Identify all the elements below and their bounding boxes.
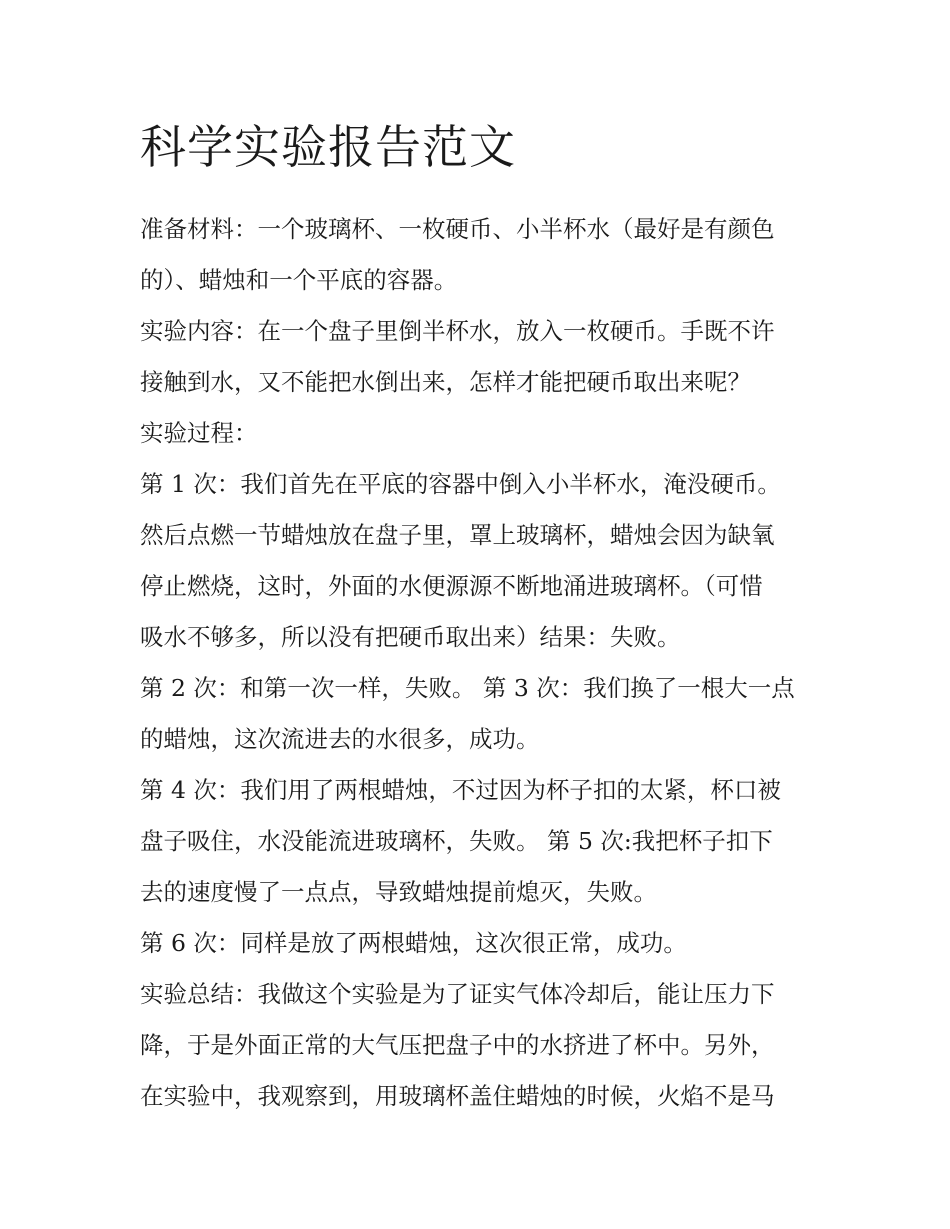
text-line: 实验内容：在一个盘子里倒半杯水，放入一枚硬币。手既不许 bbox=[140, 317, 775, 345]
text-line: 然后点燃一节蜡烛放在盘子里，罩上玻璃杯，蜡烛会因为缺氧 bbox=[140, 521, 775, 549]
text-line: 在实验中，我观察到，用玻璃杯盖住蜡烛的时候，火焰不是马 bbox=[140, 1082, 775, 1110]
text-line: 第 4 次：我们用了两根蜡烛，不过因为杯子扣的太紧，杯口被 bbox=[140, 776, 781, 804]
text-line: 准备材料：一个玻璃杯、一枚硬币、小半杯水（最好是有颜色 bbox=[140, 215, 775, 243]
text-line: 的蜡烛，这次流进去的水很多，成功。 bbox=[140, 725, 540, 753]
text-line: 第 2 次：和第一次一样，失败。 第 3 次：我们换了一根大一点 bbox=[140, 674, 795, 702]
text-line: 盘子吸住，水没能流进玻璃杯，失败。 第 5 次:我把杯子扣下 bbox=[140, 827, 773, 855]
text-line: 停止燃烧，这时，外面的水便源源不断地涌进玻璃杯。（可惜 bbox=[140, 572, 763, 600]
text-line: 第 1 次：我们首先在平底的容器中倒入小半杯水，淹没硬币。 bbox=[140, 470, 781, 498]
document-body bbox=[140, 112, 830, 1122]
text-line: 吸水不够多，所以没有把硬币取出来）结果：失败。 bbox=[140, 623, 681, 651]
text-line: 降，于是外面正常的大气压把盘子中的水挤进了杯中。另外， bbox=[140, 1031, 775, 1059]
text-line: 接触到水，又不能把水倒出来，怎样才能把硬币取出来呢？ bbox=[140, 368, 751, 396]
document-title: 科学实验报告范文 bbox=[140, 120, 516, 174]
text-line: 的）、蜡烛和一个平底的容器。 bbox=[140, 266, 458, 294]
text-line: 实验过程： bbox=[140, 419, 258, 447]
text-line: 去的速度慢了一点点，导致蜡烛提前熄灭，失败。 bbox=[140, 878, 657, 906]
text-line: 实验总结：我做这个实验是为了证实气体冷却后，能让压力下 bbox=[140, 980, 775, 1008]
text-line: 第 6 次：同样是放了两根蜡烛，这次很正常，成功。 bbox=[140, 929, 687, 957]
